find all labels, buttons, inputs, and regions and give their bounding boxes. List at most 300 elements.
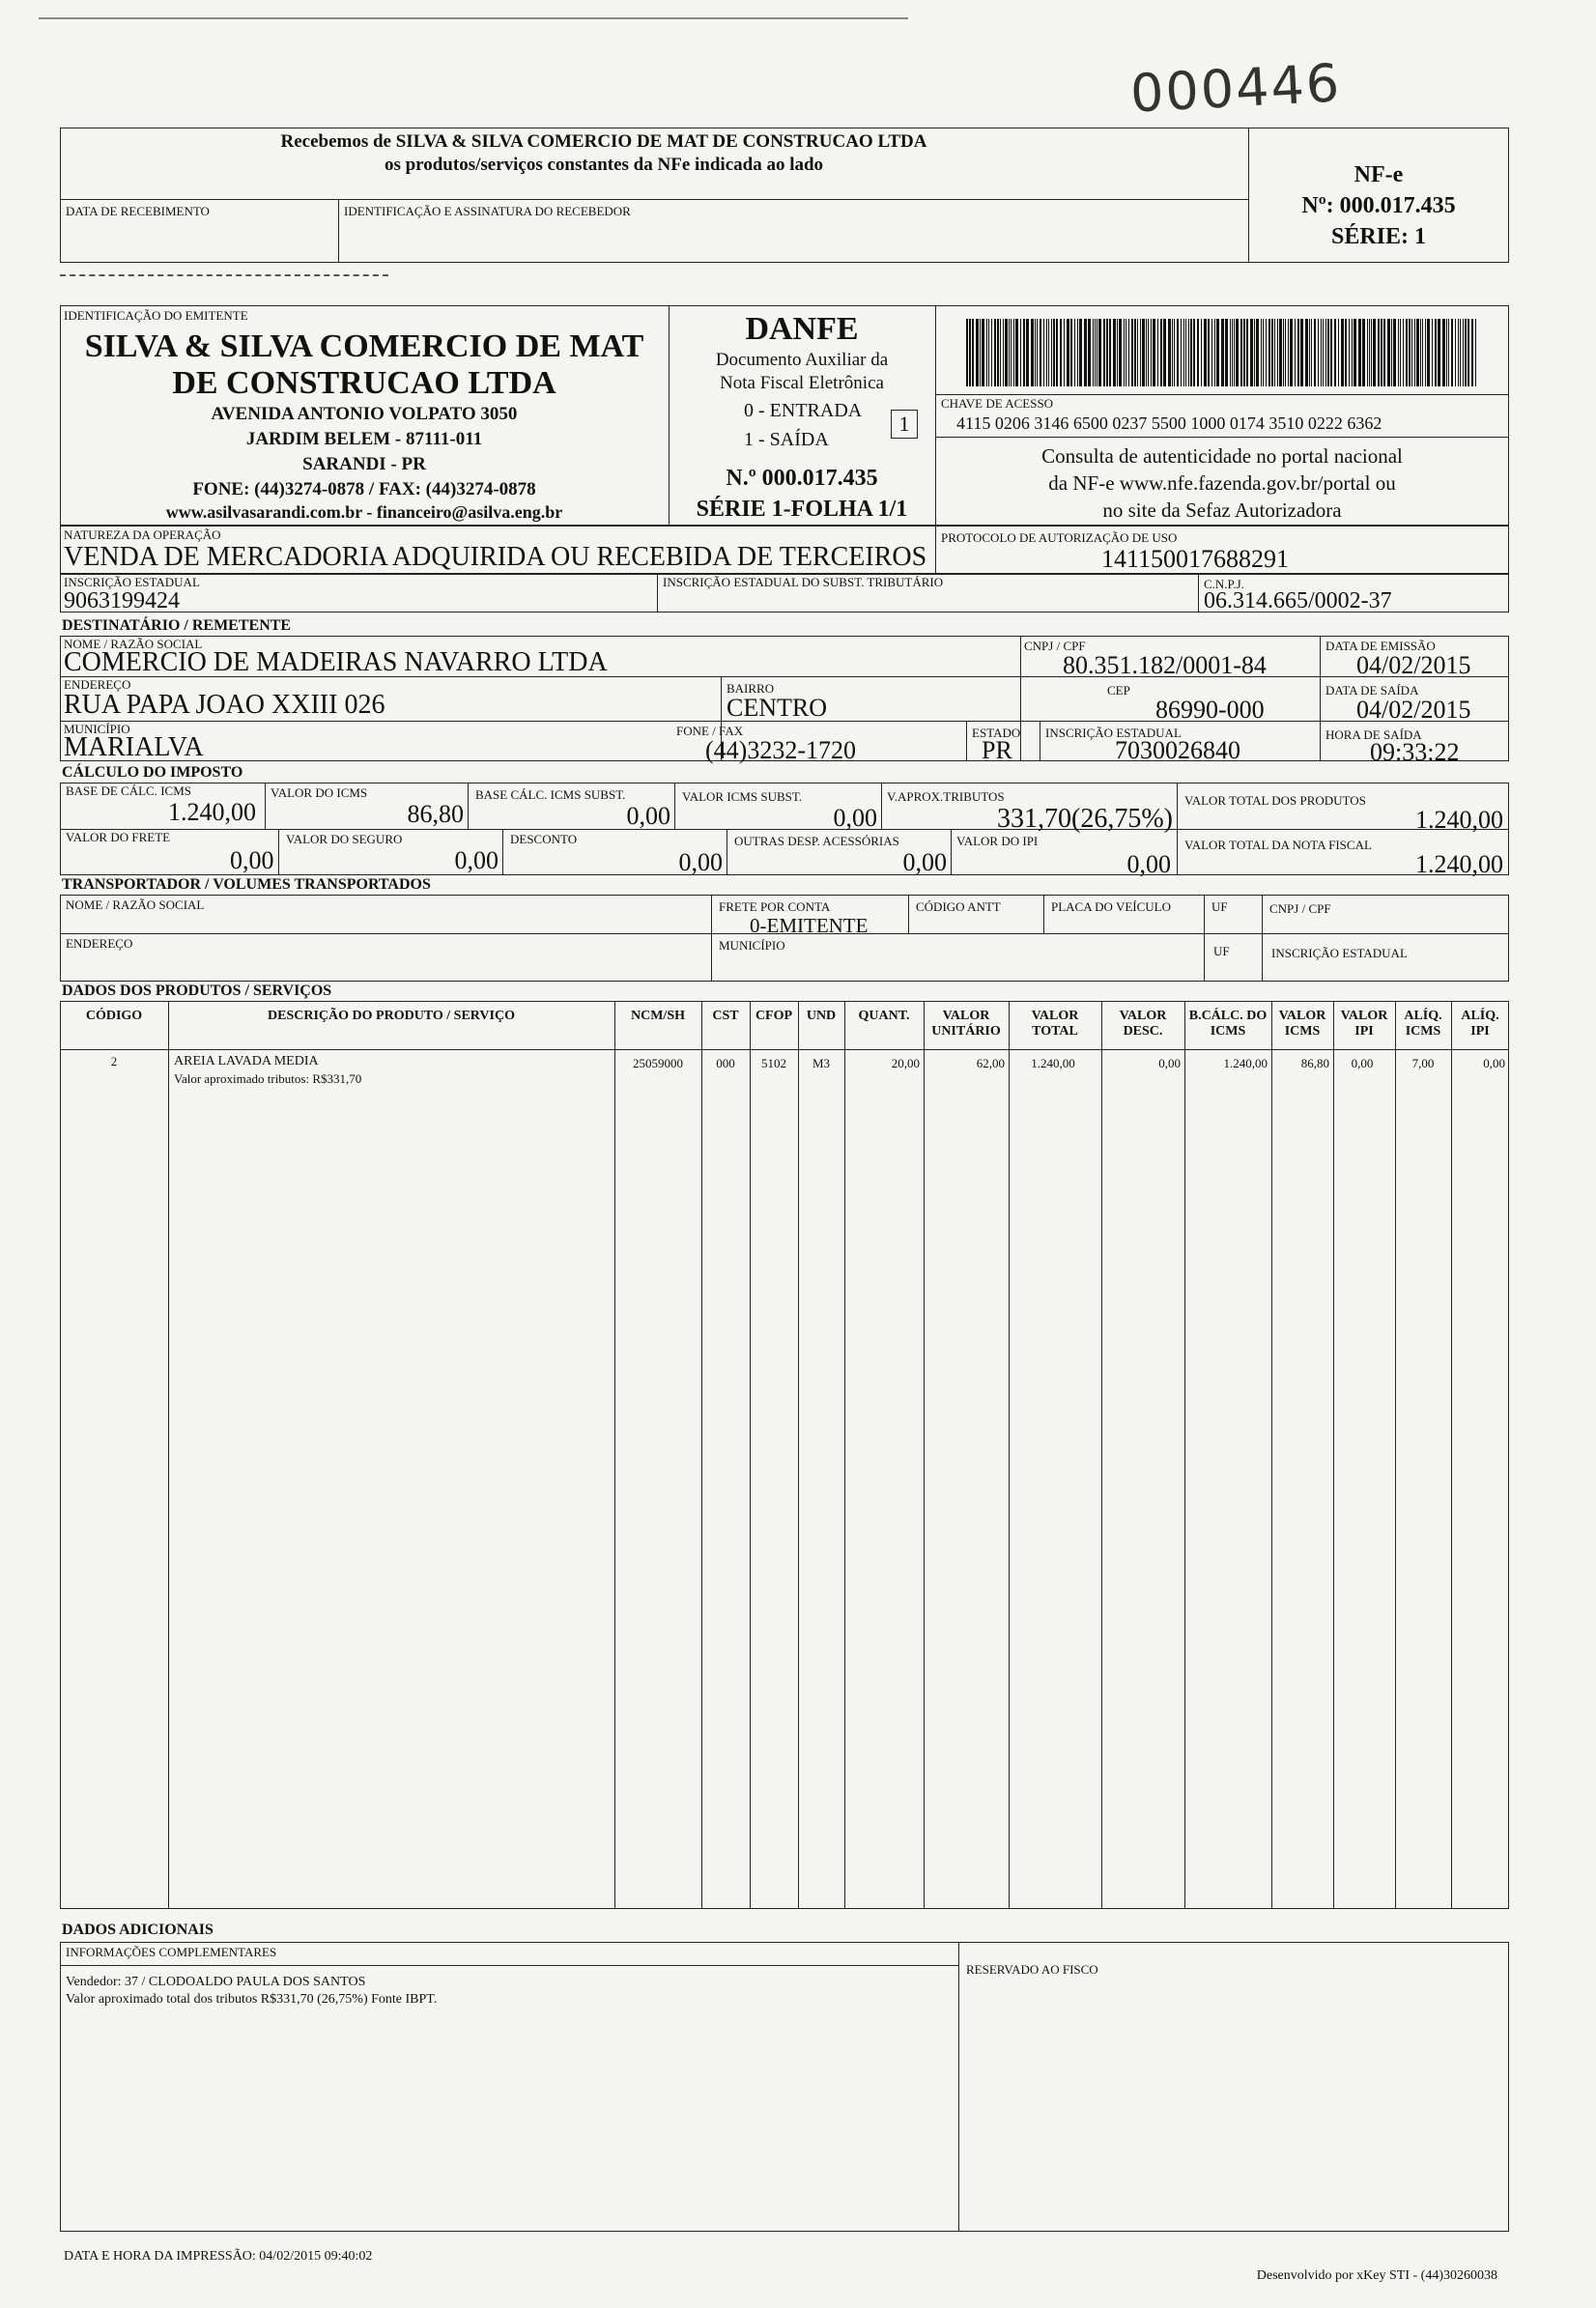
top-rule <box>39 17 908 19</box>
col-div-6 <box>844 1001 845 1909</box>
col-div-13 <box>1395 1001 1396 1909</box>
barcode-bar <box>1190 319 1192 386</box>
barcode-bar <box>1157 319 1158 386</box>
additional-divider <box>958 1942 959 2232</box>
recipient-district: CENTRO <box>727 694 827 722</box>
tax-v-6 <box>278 829 279 875</box>
ie-value: 9063199424 <box>64 588 180 613</box>
emission-label: DATA DE EMISSÃO <box>1325 639 1436 653</box>
barcode-image <box>966 319 1480 386</box>
barcode-bar <box>1422 319 1423 386</box>
barcode-bar <box>991 319 992 386</box>
danfe-entry: 0 - ENTRADA <box>744 400 863 421</box>
receipt-line2: os produtos/serviços constantes da NFe indicada ao lado <box>384 155 824 175</box>
col-div-9 <box>1101 1001 1102 1909</box>
cnpj-label: C.N.P.J. <box>1204 577 1244 591</box>
barcode-bar <box>1234 319 1235 386</box>
barcode-bar <box>1416 319 1419 386</box>
tax-v-7 <box>502 829 503 875</box>
barcode-bar <box>1300 319 1303 386</box>
barcode-bar <box>972 319 974 386</box>
barcode-bar <box>1151 319 1152 386</box>
barcode-bar <box>1070 319 1072 386</box>
consult-line-2: da NF-e www.nfe.fazenda.gov.br/portal ou <box>1048 471 1396 495</box>
recipient-city-label: MUNICÍPIO <box>64 722 130 736</box>
barcode-bar <box>1053 319 1055 386</box>
transport-cnpj-label: CNPJ / CPF <box>1269 901 1331 916</box>
barcode-bar <box>1383 319 1385 386</box>
barcode-bar <box>1023 319 1025 386</box>
th-qty: QUANT. <box>858 1009 910 1023</box>
barcode-bar <box>1214 319 1215 386</box>
emission-value: 04/02/2015 <box>1356 651 1471 679</box>
recipient-district-label: BAIRRO <box>727 681 775 696</box>
barcode-bar <box>1460 319 1461 386</box>
row-und: M3 <box>812 1056 831 1070</box>
barcode-bar <box>1268 319 1270 386</box>
recipient-cnpj: 80.351.182/0001-84 <box>1063 651 1267 679</box>
barcode-bar <box>1283 319 1284 386</box>
barcode-bar <box>1352 319 1353 386</box>
barcode-bar <box>1254 319 1255 386</box>
barcode-bar <box>1046 319 1047 386</box>
base-st-label: BASE CÁLC. ICMS SUBST. <box>475 787 626 802</box>
barcode-bar <box>1309 319 1310 386</box>
barcode-bar <box>1040 319 1041 386</box>
ipi-label: VALOR DO IPI <box>956 834 1039 848</box>
barcode-bar <box>1005 319 1008 386</box>
icms-st-value: 0,00 <box>833 804 877 832</box>
barcode-bar <box>1011 319 1012 386</box>
barcode-bar <box>980 319 981 386</box>
barcode-bar <box>1330 319 1332 386</box>
barcode-bar <box>1225 319 1228 386</box>
aprox-value: 331,70(26,75%) <box>997 804 1173 834</box>
barcode-bar <box>1060 319 1062 386</box>
nature-divider <box>935 526 936 574</box>
products-header-bottom <box>60 1049 1509 1050</box>
barcode-bar <box>1201 319 1202 386</box>
barcode-bar <box>1009 319 1010 386</box>
row-base-icms: 1.240,00 <box>1223 1056 1268 1070</box>
handwritten-number: 000446 <box>1128 52 1343 125</box>
tax-v-5 <box>1177 783 1178 875</box>
barcode-bar <box>1409 319 1411 386</box>
barcode-bar <box>1471 319 1473 386</box>
th-description: DESCRIÇÃO DO PRODUTO / SERVIÇO <box>268 1009 515 1023</box>
transport-v-2 <box>908 895 909 933</box>
row-qty: 20,00 <box>891 1056 920 1070</box>
barcode-bar <box>1250 319 1253 386</box>
barcode-bar <box>1446 319 1447 386</box>
barcode-bar <box>1358 319 1361 386</box>
cnpj-value: 06.314.665/0002-37 <box>1204 588 1392 613</box>
barcode-bar <box>1160 319 1162 386</box>
barcode-bar <box>1295 319 1296 386</box>
barcode-bar <box>1323 319 1324 386</box>
total-products-value: 1.240,00 <box>1415 806 1503 834</box>
nature-label: NATUREZA DA OPERAÇÃO <box>64 527 221 542</box>
emitter-label: IDENTIFICAÇÃO DO EMITENTE <box>64 308 248 323</box>
barcode-bar <box>1208 319 1210 386</box>
barcode-bar <box>1406 319 1408 386</box>
barcode-bar <box>1124 319 1125 386</box>
developer-credit: Desenvolvido por xKey STI - (44)30260038 <box>1256 2268 1497 2283</box>
th-icms: VALOR ICMS <box>1278 1009 1326 1040</box>
col-div-7 <box>924 1001 925 1909</box>
barcode-bar <box>1378 319 1380 386</box>
exit-date-label: DATA DE SAÍDA <box>1325 683 1419 698</box>
transport-freight-value: 0-EMITENTE <box>750 914 869 937</box>
barcode-bar <box>1279 319 1282 386</box>
th-base-icms: B.CÁLC. DO ICMS <box>1188 1009 1268 1040</box>
barcode-bar <box>1079 319 1082 386</box>
col-div-1 <box>168 1001 169 1909</box>
row-desc: 0,00 <box>1158 1056 1181 1070</box>
barcode-bar <box>1093 319 1094 386</box>
barcode-bar <box>1438 319 1440 386</box>
barcode-bar <box>1465 319 1467 386</box>
freight-value: 0,00 <box>230 846 274 874</box>
barcode-bar <box>1163 319 1166 386</box>
additional-info-underline <box>60 1965 958 1966</box>
barcode-bar <box>1051 319 1052 386</box>
col-div-3 <box>701 1001 702 1909</box>
barcode-bar <box>1174 319 1175 386</box>
base-st-value: 0,00 <box>626 802 670 830</box>
transport-name-label: NOME / RAZÃO SOCIAL <box>66 898 205 912</box>
barcode-bar <box>1153 319 1155 386</box>
cut-line <box>60 274 388 276</box>
barcode-bar <box>1435 319 1437 386</box>
barcode-bar <box>1204 319 1207 386</box>
recipient-cep-label: CEP <box>1107 683 1130 698</box>
barcode-bar <box>1131 319 1133 386</box>
row-cfop: 5102 <box>761 1056 786 1070</box>
barcode-bar <box>1177 319 1179 386</box>
protocol-value: 141150017688291 <box>1101 545 1290 573</box>
receipt-nfe-label: NF-e <box>1354 162 1404 187</box>
barcode-bar <box>1148 319 1149 386</box>
barcode-bar <box>1318 319 1319 386</box>
tax-v-9 <box>951 829 952 875</box>
barcode-bar <box>1146 319 1147 386</box>
transport-uf-label: UF <box>1211 899 1228 914</box>
barcode-bar <box>1432 319 1433 386</box>
barcode-bar <box>1400 319 1401 386</box>
barcode-bar <box>1277 319 1278 386</box>
th-total: VALOR TOTAL <box>1031 1009 1079 1040</box>
barcode-bar <box>1119 319 1122 386</box>
th-ncm: NCM/SH <box>631 1009 685 1023</box>
recipient-state: PR <box>982 736 1012 764</box>
barcode-bar <box>994 319 996 386</box>
barcode-bar <box>1475 319 1476 386</box>
recipient-address-label: ENDEREÇO <box>64 677 131 692</box>
receipt-date-label: DATA DE RECEBIMENTO <box>66 204 210 218</box>
discount-label: DESCONTO <box>510 832 578 846</box>
freight-label: VALOR DO FRETE <box>66 830 171 844</box>
transport-v-1 <box>711 895 712 982</box>
transport-address-label: ENDEREÇO <box>66 936 133 951</box>
tax-v-3 <box>674 783 675 829</box>
barcode-bar <box>1048 319 1049 386</box>
consult-line-3: no site da Sefaz Autorizadora <box>1102 499 1342 522</box>
barcode-bar <box>1181 319 1182 386</box>
barcode-bar <box>1314 319 1316 386</box>
row-description: AREIA LAVADA MEDIA <box>174 1054 319 1069</box>
barcode-bar <box>969 319 971 386</box>
barcode-bar <box>1455 319 1456 386</box>
col-div-10 <box>1184 1001 1185 1909</box>
row-icms: 86,80 <box>1300 1056 1329 1070</box>
barcode-bar <box>1188 319 1189 386</box>
nature-value: VENDA DE MERCADORIA ADQUIRIDA OU RECEBIDA DE TERCEIROS <box>64 542 927 572</box>
insurance-label: VALOR DO SEGURO <box>286 832 403 846</box>
th-cfop: CFOP <box>755 1009 793 1023</box>
barcode-bar <box>1468 319 1469 386</box>
barcode-bar <box>976 319 979 386</box>
barcode-bar <box>1230 319 1231 386</box>
barcode-bar <box>997 319 999 386</box>
barcode-bar <box>1263 319 1264 386</box>
th-ipi: VALOR IPI <box>1340 1009 1388 1040</box>
barcode-bar <box>1026 319 1029 386</box>
icms-value: 86,80 <box>407 800 464 828</box>
row-cst: 000 <box>716 1056 735 1070</box>
th-desc: VALOR DESC. <box>1119 1009 1167 1040</box>
barcode-bar <box>1256 319 1259 386</box>
total-products-label: VALOR TOTAL DOS PRODUTOS <box>1184 793 1366 808</box>
other-label: OUTRAS DESP. ACESSÓRIAS <box>734 834 899 848</box>
recipient-section: DESTINATÁRIO / REMETENTE <box>62 617 292 634</box>
recipient-phone: (44)3232-1720 <box>705 736 856 764</box>
emitter-address: AVENIDA ANTONIO VOLPATO 3050 <box>211 404 518 424</box>
th-unit: VALOR UNITÁRIO <box>931 1009 1001 1040</box>
col-div-12 <box>1333 1001 1334 1909</box>
access-key-top <box>935 394 1509 395</box>
th-aliq-icms: ALÍQ. ICMS <box>1404 1009 1442 1040</box>
barcode-bar <box>1142 319 1145 386</box>
barcode-bar <box>1216 319 1219 386</box>
recipient-address: RUA PAPA JOAO XXIII 026 <box>64 690 385 720</box>
barcode-bar <box>1095 319 1096 386</box>
barcode-bar <box>1134 319 1136 386</box>
access-key: 4115 0206 3146 6500 0237 5500 1000 0174 3510 0222 6362 <box>956 413 1382 433</box>
barcode-bar <box>1327 319 1329 386</box>
barcode-bar <box>1369 319 1370 386</box>
ipi-value: 0,00 <box>1126 850 1171 878</box>
barcode-bar <box>1411 319 1412 386</box>
recipient-cnpj-label: CNPJ / CPF <box>1024 639 1086 653</box>
fisco-label: RESERVADO AO FISCO <box>966 1962 1098 1977</box>
barcode-bar <box>1367 319 1368 386</box>
emitter-district: JARDIM BELEM - 87111-011 <box>245 429 483 449</box>
tax-v-1 <box>265 783 266 829</box>
barcode-bar <box>1106 319 1108 386</box>
barcode-bar <box>1338 319 1339 386</box>
barcode-bar <box>1035 319 1036 386</box>
col-div-2 <box>614 1001 615 1909</box>
transport-freight-label: FRETE POR CONTA <box>719 899 831 914</box>
tax-v-2 <box>468 783 469 829</box>
print-date: DATA E HORA DA IMPRESSÃO: 04/02/2015 09:40:02 <box>64 2249 373 2264</box>
barcode-bar <box>1003 319 1004 386</box>
recipient-name-label: NOME / RAZÃO SOCIAL <box>64 637 203 651</box>
barcode-bar <box>1246 319 1248 386</box>
row-ipi: 0,00 <box>1351 1056 1374 1070</box>
barcode-bar <box>1098 319 1101 386</box>
ie-divider-2 <box>1198 574 1199 613</box>
receipt-nfe-serie: SÉRIE: 1 <box>1330 224 1427 249</box>
barcode-bar <box>1458 319 1459 386</box>
barcode-bar <box>1334 319 1336 386</box>
exit-time-label: HORA DE SAÍDA <box>1325 727 1422 742</box>
transport-ie-label: INSCRIÇÃO ESTADUAL <box>1271 946 1408 960</box>
barcode-bar <box>1442 319 1445 386</box>
barcode-bar <box>1117 319 1118 386</box>
row-unit: 62,00 <box>976 1056 1005 1070</box>
barcode-bar <box>1427 319 1430 386</box>
barcode-bar <box>1221 319 1224 386</box>
danfe-title: DANFE <box>745 311 859 347</box>
danfe-subtitle-2: Nota Fiscal Eletrônica <box>720 373 884 393</box>
col-div-5 <box>798 1001 799 1909</box>
barcode-bar <box>986 319 987 386</box>
barcode-bar <box>982 319 984 386</box>
barcode-bar <box>1398 319 1399 386</box>
barcode-bar <box>1325 319 1326 386</box>
barcode-bar <box>1393 319 1396 386</box>
tax-v-4 <box>881 783 882 829</box>
barcode-bar <box>1103 319 1105 386</box>
recipient-ie-label: INSCRIÇÃO ESTADUAL <box>1045 726 1182 740</box>
th-cst: CST <box>712 1009 739 1023</box>
row-code: 2 <box>110 1054 118 1069</box>
exit-date-value: 04/02/2015 <box>1356 696 1471 724</box>
aprox-label: V.APROX.TRIBUTOS <box>887 789 1005 804</box>
barcode-bar <box>1341 319 1344 386</box>
additional-info-2: Valor aproximado total dos tributos R$331,70 (26,75%) Fonte IBPT. <box>66 1992 438 2007</box>
barcode-bar <box>988 319 989 386</box>
recipient-v-1 <box>1020 636 1021 761</box>
barcode-bar <box>1015 319 1018 386</box>
barcode-bar <box>1425 319 1426 386</box>
transport-city-label: MUNICÍPIO <box>719 938 785 953</box>
ie-divider-1 <box>657 574 658 613</box>
protocol-label: PROTOCOLO DE AUTORIZAÇÃO DE USO <box>941 530 1178 545</box>
danfe-number: N.º 000.017.435 <box>726 466 878 491</box>
recipient-cep: 86990-000 <box>1155 696 1265 724</box>
danfe-subtitle-1: Documento Auxiliar da <box>715 350 889 370</box>
additional-info-1: Vendedor: 37 / CLODOALDO PAULA DOS SANTOS <box>66 1975 366 1989</box>
receipt-line1: Recebemos de SILVA & SILVA COMERCIO DE MAT DE CONSTRUCAO LTDA <box>280 131 927 152</box>
emitter-phone: FONE: (44)3274-0878 / FAX: (44)3274-0878 <box>192 479 536 499</box>
receipt-sign-label: IDENTIFICAÇÃO E ASSINATURA DO RECEBEDOR <box>344 204 631 218</box>
recipient-v-4 <box>966 721 967 761</box>
discount-value: 0,00 <box>678 848 723 876</box>
barcode-bar <box>1211 319 1212 386</box>
barcode-bar <box>1140 319 1141 386</box>
base-icms-label: BASE DE CÁLC. ICMS <box>66 784 192 798</box>
barcode-bar <box>1448 319 1449 386</box>
recipient-name: COMERCIO DE MADEIRAS NAVARRO LTDA <box>64 647 608 677</box>
row-aliq-icms: 7,00 <box>1411 1056 1435 1070</box>
emitter-city: SARANDI - PR <box>302 454 426 474</box>
barcode-bar <box>1362 319 1365 386</box>
icms-label: VALOR DO ICMS <box>271 785 368 800</box>
barcode-bar <box>966 319 968 386</box>
recipient-v-2 <box>1320 636 1321 761</box>
barcode-bar <box>1261 319 1262 386</box>
transport-v-4 <box>1204 895 1205 982</box>
barcode-bar <box>1000 319 1001 386</box>
barcode-bar <box>1463 319 1464 386</box>
barcode-bar <box>1420 319 1421 386</box>
barcode-bar <box>1128 319 1129 386</box>
emitter-name-1: SILVA & SILVA COMERCIO DE MAT <box>84 328 644 364</box>
other-value: 0,00 <box>902 848 947 876</box>
danfe-serie: SÉRIE 1-FOLHA 1/1 <box>696 497 908 522</box>
receipt-nfe-number: Nº: 000.017.435 <box>1301 193 1456 218</box>
barcode-bar <box>1056 319 1058 386</box>
tax-section: CÁLCULO DO IMPOSTO <box>62 764 243 781</box>
barcode-bar <box>1236 319 1239 386</box>
ie-label: INSCRIÇÃO ESTADUAL <box>64 575 200 589</box>
barcode-bar <box>1064 319 1065 386</box>
barcode-bar <box>1311 319 1312 386</box>
products-table <box>60 1001 1509 1909</box>
barcode-bar <box>1290 319 1293 386</box>
recipient-phone-label: FONE / FAX <box>676 724 744 738</box>
barcode-bar <box>1381 319 1382 386</box>
transport-uf2-label: UF <box>1213 944 1230 958</box>
barcode-bar <box>1271 319 1273 386</box>
transport-section: TRANSPORTADOR / VOLUMES TRANSPORTADOS <box>62 876 431 893</box>
danfe-exit: 1 - SAÍDA <box>744 429 829 450</box>
danfe-type-box: 1 <box>891 410 918 439</box>
barcode-bar <box>1031 319 1034 386</box>
barcode-bar <box>1305 319 1308 386</box>
products-section: DADOS DOS PRODUTOS / SERVIÇOS <box>62 983 332 999</box>
row-ncm: 25059000 <box>633 1056 683 1070</box>
barcode-bar <box>1183 319 1184 386</box>
barcode-bar <box>1297 319 1299 386</box>
total-note-label: VALOR TOTAL DA NOTA FISCAL <box>1184 838 1372 852</box>
th-und: UND <box>806 1009 837 1023</box>
th-code: CÓDIGO <box>85 1009 143 1023</box>
barcode-bar <box>1168 319 1171 386</box>
col-div-14 <box>1451 1001 1452 1909</box>
barcode-bar <box>1197 319 1199 386</box>
total-note-value: 1.240,00 <box>1415 850 1503 878</box>
barcode-bar <box>1113 319 1116 386</box>
ie-st-label: INSCRIÇÃO ESTADUAL DO SUBST. TRIBUTÁRIO <box>663 575 944 589</box>
barcode-bar <box>1172 319 1173 386</box>
receipt-vdivider <box>338 199 339 263</box>
barcode-bar <box>1109 319 1111 386</box>
col-div-4 <box>750 1001 751 1909</box>
barcode-bar <box>1345 319 1347 386</box>
insurance-value: 0,00 <box>454 846 499 874</box>
access-key-label: CHAVE DE ACESSO <box>941 396 1054 411</box>
barcode-bar <box>1371 319 1372 386</box>
barcode-bar <box>1387 319 1390 386</box>
barcode-bar <box>1451 319 1453 386</box>
transport-plate-label: PLACA DO VEÍCULO <box>1051 899 1171 914</box>
recipient-state-label: ESTADO <box>972 726 1021 740</box>
recipient-city: MARIALVA <box>64 732 204 762</box>
